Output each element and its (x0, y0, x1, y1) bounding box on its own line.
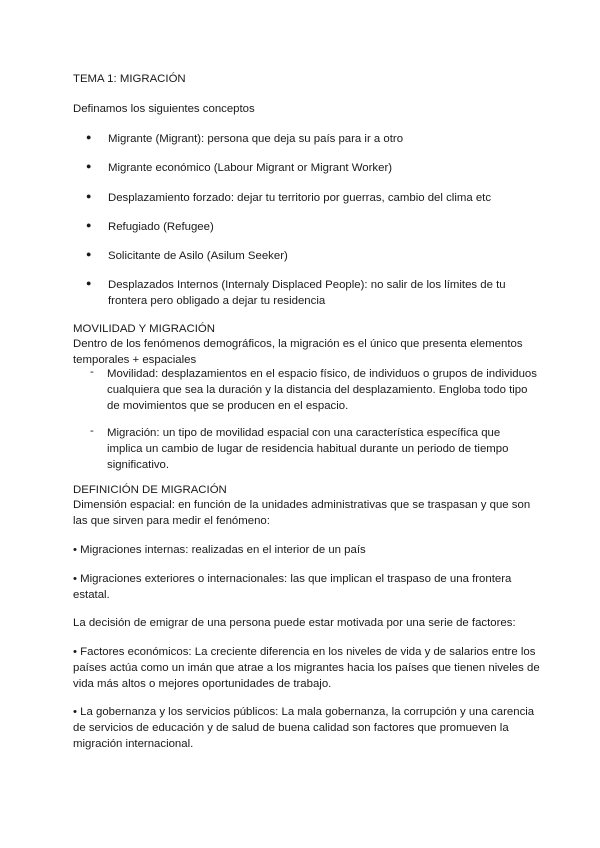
paragraph-line: Dentro de los fenómenos demográficos, la migración es el único que presenta elementos (73, 338, 523, 350)
dash-item-line: Migración: un tipo de movilidad espacial con una característica específica que (107, 427, 501, 439)
intro-text: Definamos los siguientes conceptos (73, 103, 255, 115)
bullet-icon: ● (86, 220, 92, 230)
dash-item-line: implica un cambio de lugar de residencia habitual durante un periodo de tiempo (107, 443, 509, 455)
bullet-icon: ● (86, 161, 92, 171)
concept-text: Desplazamiento forzado: dejar tu territorio por guerras, cambio del clima etc (108, 192, 492, 204)
paragraph-line: de servicios de educación y de salud de buena calidad son factores que promueven la (73, 722, 509, 734)
bullet-icon: ● (86, 191, 92, 201)
dash-item-line: cualquiera que sea la duración y la distancia del desplazamiento. Engloba todo tipo (107, 384, 528, 396)
concept-text: Refugiado (Refugee) (108, 221, 214, 233)
dash-item-line: significativo. (107, 459, 170, 471)
dash-marker: - (90, 366, 94, 378)
paragraph-line: las que sirven para medir el fenómeno: (73, 515, 270, 527)
paragraph-line: Dimensión espacial: en función de la unidades administrativas que se traspasan y que son (73, 499, 531, 511)
paragraph-line: • La gobernanza y los servicios públicos: La mala gobernanza, la corrupción y una carencia (73, 706, 535, 718)
paragraph-line: estatal. (73, 589, 110, 601)
paragraph-line: migración internacional. (73, 738, 194, 750)
bullet-icon: ● (86, 278, 92, 288)
bullet-icon: ● (86, 249, 92, 259)
paragraph-line: • Migraciones internas: realizadas en el interior de un país (73, 544, 366, 556)
paragraph-line: vida más altos o mejores oportunidades de trabajo. (73, 678, 332, 690)
paragraph-line: • Migraciones exteriores o internacionales: las que implican el traspaso de una frontera (73, 573, 512, 585)
paragraph-line: La decisión de emigrar de una persona puede estar motivada por una serie de factores: (73, 617, 516, 629)
dash-item-line: de movimientos que se producen en el espacio. (107, 400, 349, 412)
concept-text: Solicitante de Asilo (Asilum Seeker) (108, 250, 288, 262)
paragraph-line: temporales + espaciales (73, 354, 197, 366)
dash-item-line: Movilidad: desplazamientos en el espacio físico, de individuos o grupos de individuos (107, 368, 537, 380)
bullet-icon: ● (86, 132, 92, 142)
concept-text: Migrante (Migrant): persona que deja su país para ir a otro (108, 133, 404, 145)
paragraph-line: países actúa como un imán que atrae a los migrantes hacia los países que tienen niveles de (73, 662, 540, 674)
concept-text: frontera pero obligado a dejar tu residencia (108, 295, 326, 307)
dash-marker: - (90, 425, 94, 437)
concept-text: Migrante económico (Labour Migrant or Migrant Worker) (108, 162, 393, 174)
section-heading-definicion: DEFINICIÓN DE MIGRACIÓN (73, 484, 227, 496)
paragraph-line: • Factores económicos: La creciente diferencia en los niveles de vida y de salarios entre los (73, 646, 536, 658)
concept-text: Desplazados Internos (Internaly Displaced People): no salir de los límites de tu (108, 279, 506, 291)
section-heading-movilidad: MOVILIDAD Y MIGRACIÓN (73, 323, 215, 335)
page-title: TEMA 1: MIGRACIÓN (73, 73, 186, 85)
